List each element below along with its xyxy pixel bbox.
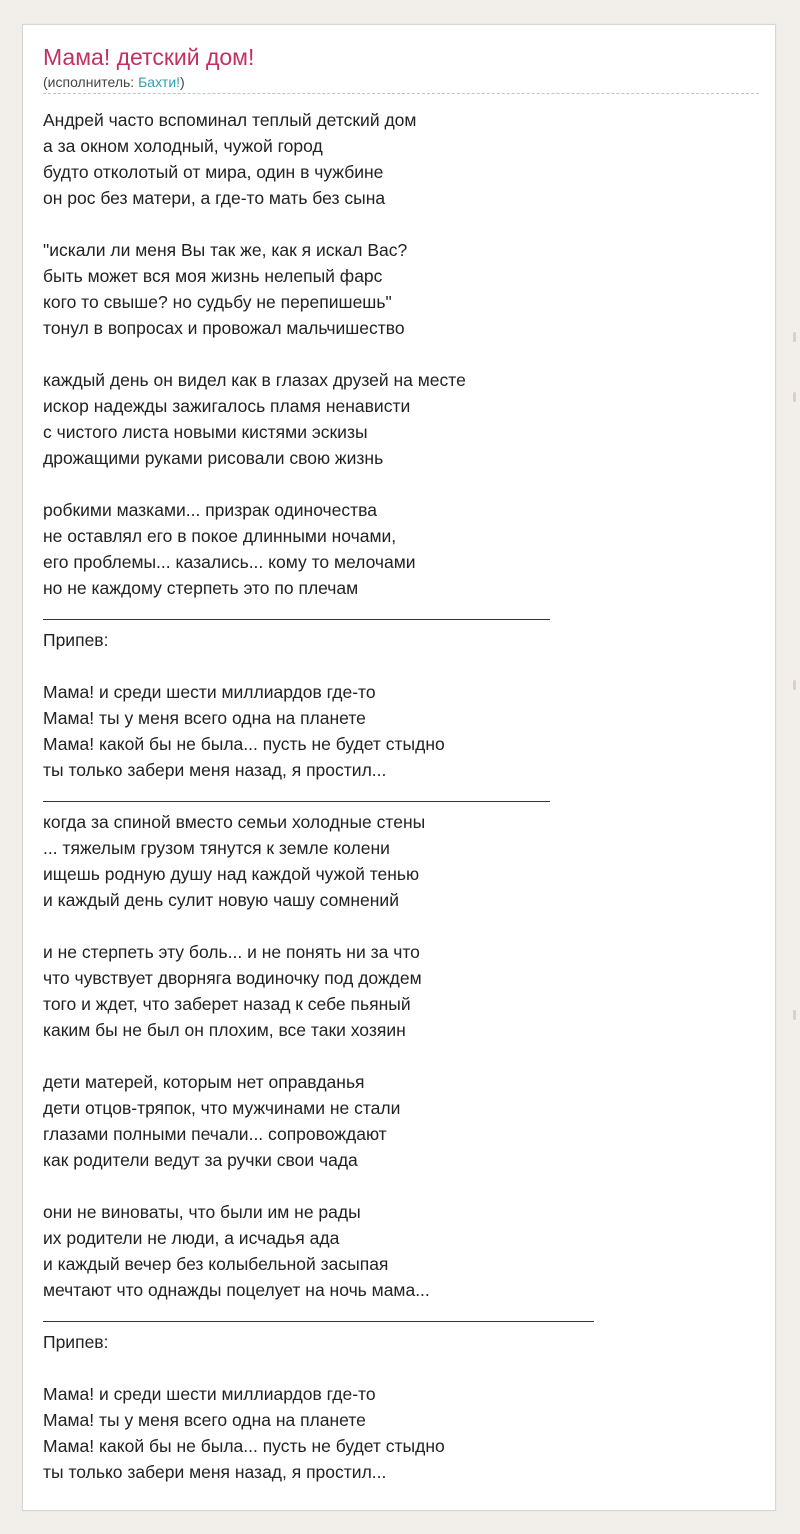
lyric-line: Мама! и среди шести миллиардов где-то	[43, 682, 376, 702]
edge-decoration	[793, 332, 796, 342]
lyric-line: "искали ли меня Вы так же, как я искал Вас?	[43, 240, 408, 260]
stanza-gap	[43, 471, 763, 497]
section-divider	[43, 783, 763, 809]
lyric-line: каким бы не был он плохим, все таки хозяин	[43, 1020, 406, 1040]
lyric-line: что чувствует дворняга водиночку под дождем	[43, 968, 422, 988]
lyric-line: когда за спиной вместо семьи холодные стены	[43, 812, 426, 832]
artist-suffix: )	[180, 74, 185, 90]
lyrics-card	[22, 24, 776, 1511]
title-divider	[43, 93, 759, 94]
stanza-gap	[43, 653, 763, 679]
stanza-gap	[43, 1355, 763, 1381]
lyric-line: и не стерпеть эту боль... и не понять ни за что	[43, 942, 420, 962]
lyric-line: и каждый вечер без колыбельной засыпая	[43, 1254, 389, 1274]
section-divider	[43, 601, 763, 627]
artist-line	[43, 73, 185, 91]
lyric-line: тонул в вопросах и провожал мальчишество	[43, 318, 405, 338]
artist-link[interactable]: Бахти!	[138, 74, 181, 90]
edge-decoration	[793, 680, 796, 690]
lyric-line: мечтают что однажды поцелует на ночь мама...	[43, 1280, 430, 1300]
chorus-label: Припев:	[43, 1332, 109, 1352]
lyric-line: как родители ведут за ручки свои чада	[43, 1150, 358, 1170]
lyric-line: он рос без матери, а где-то мать без сына	[43, 188, 386, 208]
lyric-line: они не виноваты, что были им не рады	[43, 1202, 361, 1222]
lyric-line: искор надежды зажигалось пламя ненависти	[43, 396, 411, 416]
lyric-line: кого то свыше? но судьбу не перепишешь"	[43, 292, 392, 312]
lyrics-body	[43, 107, 763, 1485]
lyric-line: и каждый день сулит новую чашу сомнений	[43, 890, 399, 910]
lyric-line: Андрей часто вспоминал теплый детский дом	[43, 110, 417, 130]
lyric-line: но не каждому стерпеть это по плечам	[43, 578, 359, 598]
lyric-line: будто отколотый от мира, один в чужбине	[43, 162, 384, 182]
lyric-line: дети матерей, которым нет оправданья	[43, 1072, 365, 1092]
chorus-label: Припев:	[43, 630, 109, 650]
stanza-gap	[43, 1043, 763, 1069]
section-divider	[43, 1303, 763, 1329]
lyric-line: быть может вся моя жизнь нелепый фарс	[43, 266, 383, 286]
lyric-line: ... тяжелым грузом тянутся к земле колени	[43, 838, 390, 858]
lyric-line: Мама! какой бы не была... пусть не будет стыдно	[43, 1436, 445, 1456]
stanza-gap	[43, 1173, 763, 1199]
edge-decoration	[793, 392, 796, 402]
lyric-line: не оставлял его в покое длинными ночами,	[43, 526, 397, 546]
song-title: Мама! детский дом!	[43, 44, 255, 70]
lyric-line: с чистого листа новыми кистями эскизы	[43, 422, 368, 442]
lyric-line: а за окном холодный, чужой город	[43, 136, 323, 156]
stanza-gap	[43, 211, 763, 237]
lyric-line: того и ждет, что заберет назад к себе пьяный	[43, 994, 411, 1014]
lyric-line: глазами полными печали... сопровождают	[43, 1124, 387, 1144]
lyric-line: дети отцов-тряпок, что мужчинами не стали	[43, 1098, 401, 1118]
stanza-gap	[43, 341, 763, 367]
stanza-gap	[43, 913, 763, 939]
lyric-line: его проблемы... казались... кому то мелочами	[43, 552, 416, 572]
lyric-line: ты только забери меня назад, я простил...	[43, 1462, 387, 1482]
artist-prefix: (исполнитель:	[43, 74, 139, 90]
lyric-line: ты только забери меня назад, я простил...	[43, 760, 387, 780]
edge-decoration	[793, 1010, 796, 1020]
lyric-line: Мама! ты у меня всего одна на планете	[43, 1410, 366, 1430]
lyric-line: каждый день он видел как в глазах друзей на месте	[43, 370, 466, 390]
lyric-line: ищешь родную душу над каждой чужой тенью	[43, 864, 420, 884]
lyric-line: их родители не люди, а исчадья ада	[43, 1228, 340, 1248]
lyric-line: Мама! какой бы не была... пусть не будет стыдно	[43, 734, 445, 754]
lyric-line: Мама! ты у меня всего одна на планете	[43, 708, 366, 728]
lyric-line: робкими мазками... призрак одиночества	[43, 500, 377, 520]
lyric-line: Мама! и среди шести миллиардов где-то	[43, 1384, 376, 1404]
lyric-line: дрожащими руками рисовали свою жизнь	[43, 448, 384, 468]
